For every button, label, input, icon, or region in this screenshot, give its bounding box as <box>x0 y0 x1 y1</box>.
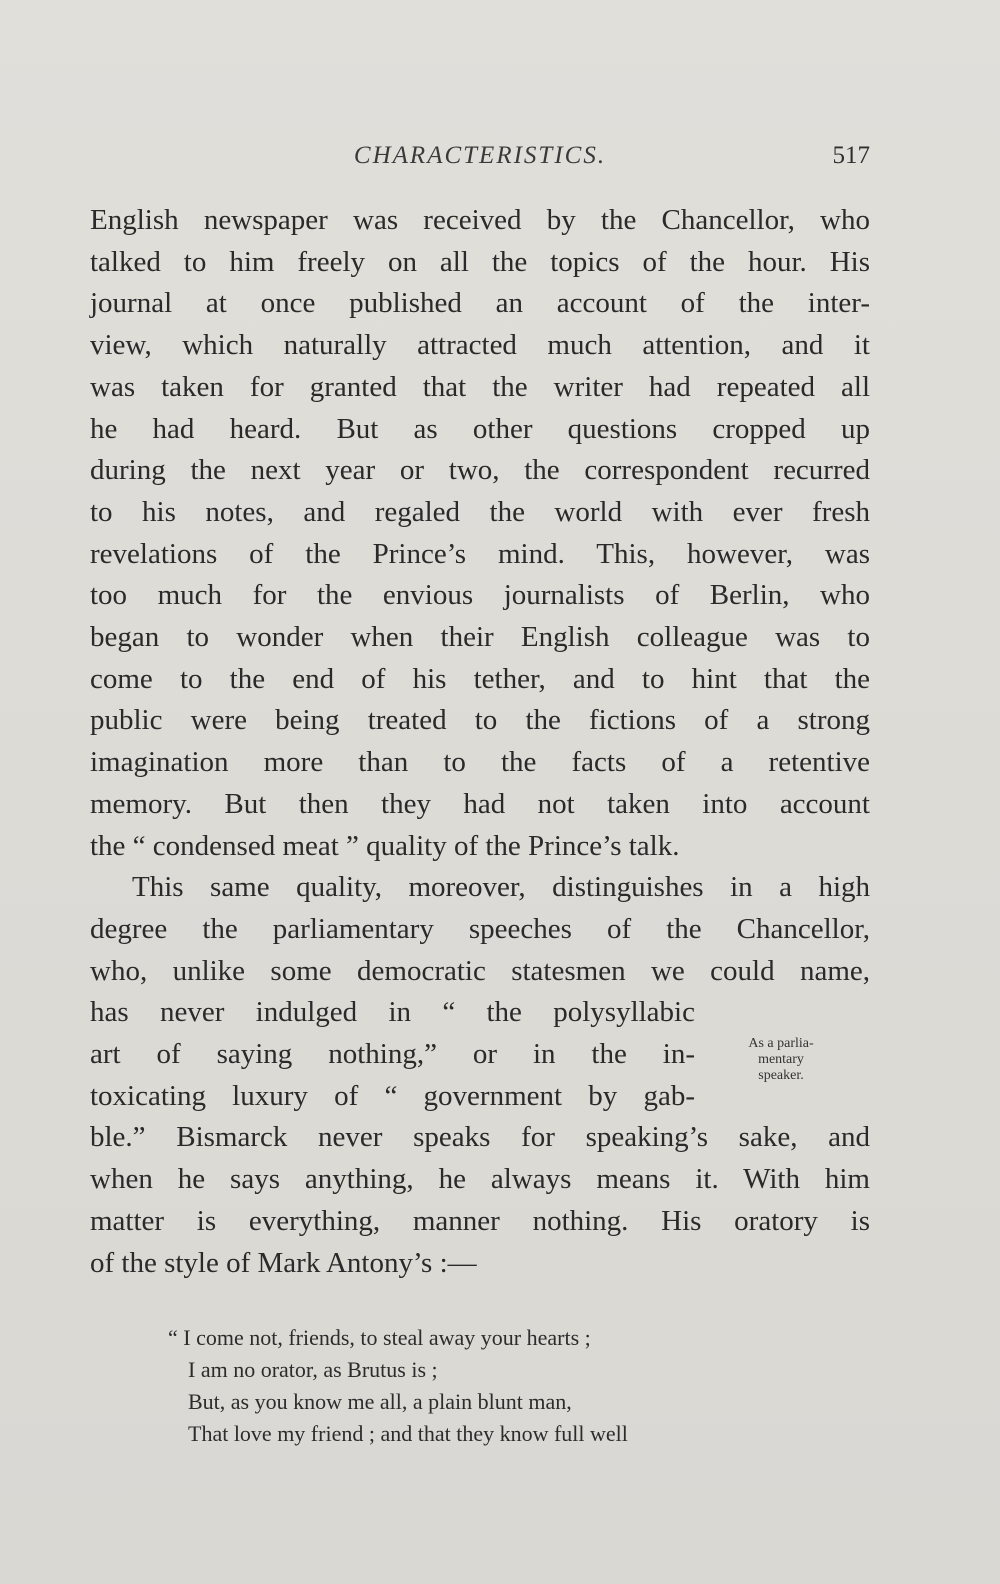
text-line: when he says anything, he always means it. With him <box>90 1163 870 1196</box>
verse-line: But, as you know me all, a plain blunt man, <box>188 1389 572 1414</box>
text-line: of the style of Mark Antony’s :— <box>90 1246 477 1279</box>
text-line: was taken for granted that the writer had repeated all <box>90 370 870 403</box>
text-line: talked to him freely on all the topics of the hour. His <box>90 245 870 278</box>
text-line: toxicating luxury of “ government by gab- <box>90 1079 695 1112</box>
body-text <box>90 200 870 1284</box>
verse-line: I am no orator, as Brutus is ; <box>188 1357 438 1382</box>
text-line: memory. But then they had not taken into account <box>90 787 870 820</box>
paragraph-1 <box>90 200 870 867</box>
text-line: he had heard. But as other questions cropped up <box>90 412 870 445</box>
text-line: ble.” Bismarck never speaks for speaking’s sake, and <box>90 1121 870 1154</box>
text-line: who, unlike some democratic statesmen we could name, <box>90 954 870 987</box>
text-line: has never indulged in “ the polysyllabic <box>90 996 695 1029</box>
running-head <box>90 142 870 182</box>
text-line: This same quality, moreover, distinguishes in a high <box>132 871 870 904</box>
text-line: revelations of the Prince’s mind. This, however, was <box>90 537 870 570</box>
text-line: degree the parliamentary speeches of the Chancellor, <box>90 912 870 945</box>
text-line: to his notes, and regaled the world with ever fresh <box>90 495 870 528</box>
text-line: English newspaper was received by the Chancellor, who <box>90 204 870 236</box>
text-line: art of saying nothing,” or in the in- <box>90 1038 695 1071</box>
verse-line: That love my friend ; and that they know full well <box>188 1421 628 1446</box>
verse-quotation <box>168 1322 788 1450</box>
text-line: matter is everything, manner nothing. His oratory is <box>90 1204 870 1237</box>
margin-note-line: speaker. <box>758 1068 804 1083</box>
margin-note-line: mentary <box>758 1052 804 1067</box>
text-line: view, which naturally attracted much attention, and it <box>90 329 870 362</box>
text-line: public were being treated to the fictions of a strong <box>90 704 870 737</box>
verse-line: “ I come not, friends, to steal away your hearts ; <box>168 1325 591 1350</box>
text-line: the “ condensed meat ” quality of the Prince’s talk. <box>90 829 680 862</box>
text-line: during the next year or two, the correspondent recurred <box>90 454 870 487</box>
page-number: 517 <box>832 142 870 169</box>
text-line: too much for the envious journalists of Berlin, who <box>90 579 870 612</box>
text-line: imagination more than to the facts of a retentive <box>90 746 870 779</box>
running-title: CHARACTERISTICS. <box>353 142 607 169</box>
text-line: began to wonder when their English colleague was to <box>90 621 870 654</box>
text-line: journal at once published an account of the inter- <box>90 287 870 320</box>
text-line: come to the end of his tether, and to hint that the <box>90 662 870 695</box>
margin-note-line: As a parlia- <box>748 1036 814 1051</box>
margin-note <box>706 1036 856 1084</box>
